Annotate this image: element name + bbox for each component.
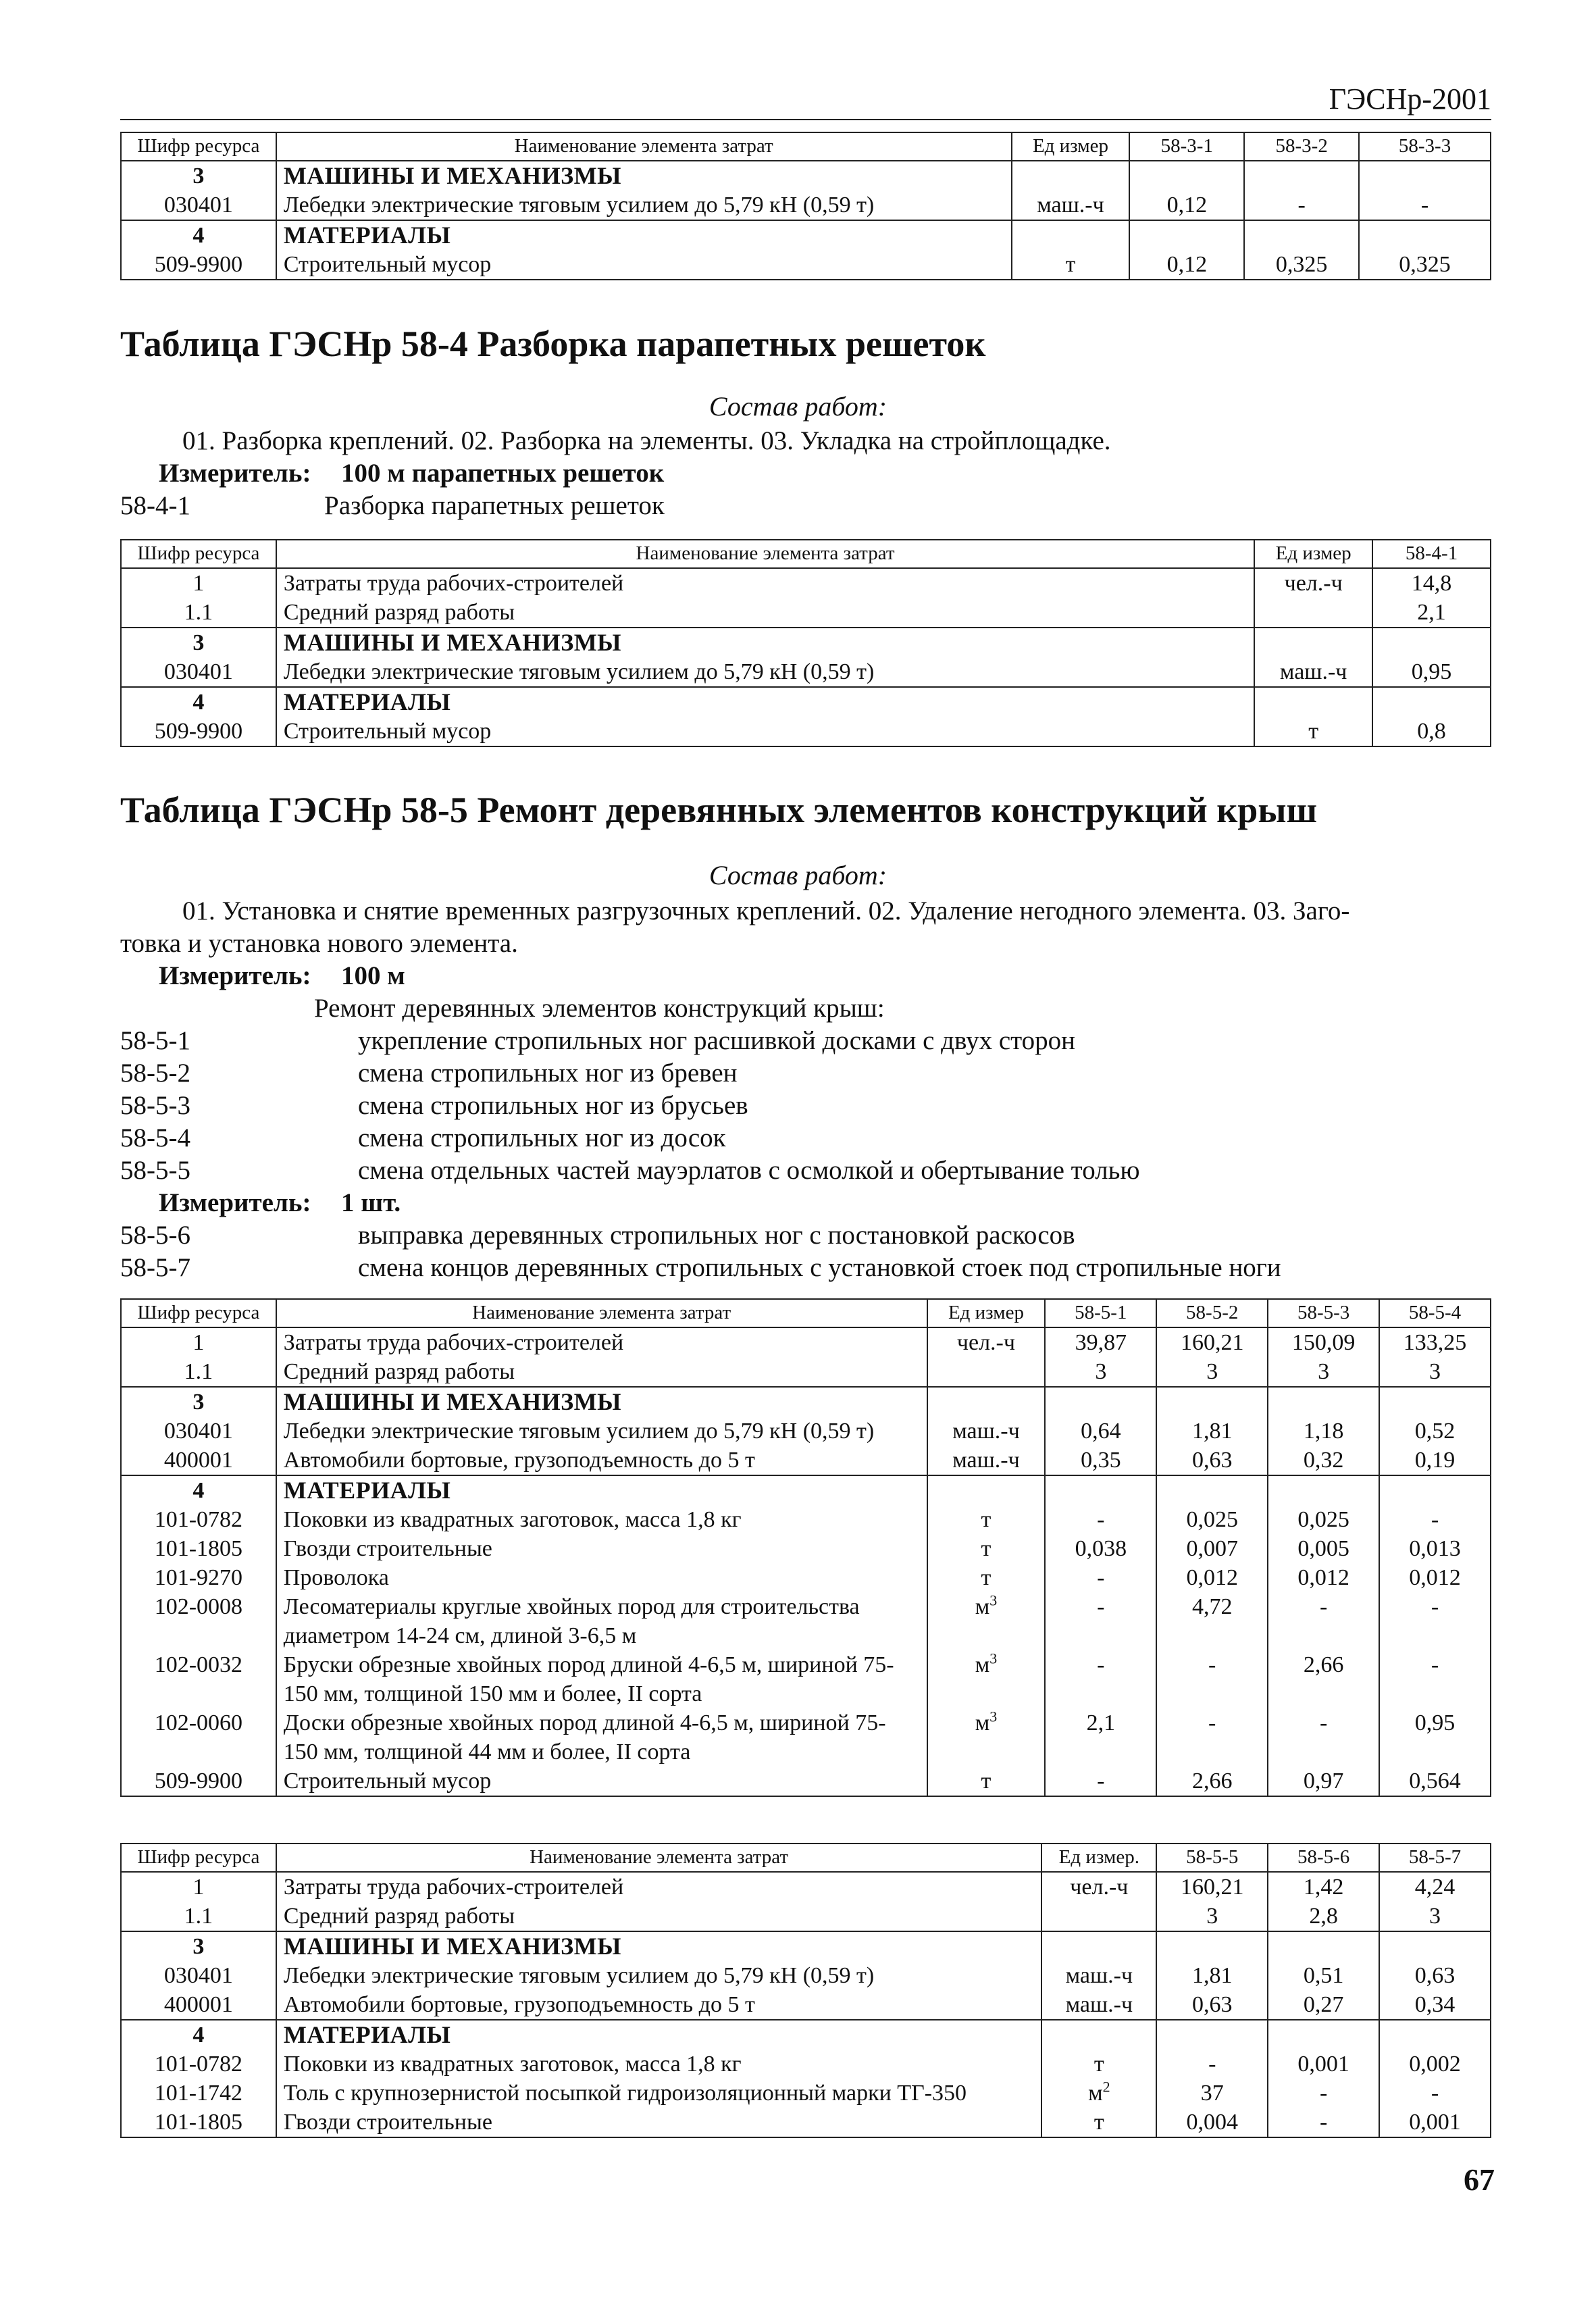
cell: 102-0008: [121, 1592, 276, 1650]
item-name: смена стропильных ног из досок: [358, 1123, 726, 1152]
cell: Затраты труда рабочих-строителей: [276, 568, 1254, 598]
cell: 0,012: [1268, 1563, 1379, 1592]
cell: -: [1045, 1505, 1156, 1534]
table-row: [121, 1475, 1491, 1505]
cell: Средний разряд работы: [276, 1357, 927, 1387]
cell: 1.1: [121, 598, 276, 628]
cell: 0,63: [1379, 1961, 1491, 1990]
table-row: [121, 2020, 1491, 2050]
cell: [1268, 1475, 1379, 1505]
table-58-5-b: [120, 1843, 1491, 2138]
cell: [1379, 1475, 1491, 1505]
cell: [1045, 1475, 1156, 1505]
table-row: [121, 1650, 1491, 1708]
cell: Строительный мусор: [276, 250, 1012, 280]
cell: [927, 1387, 1046, 1417]
cell: 1.1: [121, 1902, 276, 1931]
table-row: [121, 161, 1491, 190]
cell: 0,001: [1268, 2050, 1379, 2079]
cell: 2,66: [1156, 1766, 1268, 1796]
cell: 030401: [121, 190, 276, 220]
cell: 160,21: [1156, 1872, 1268, 1902]
cell: [1045, 1387, 1156, 1417]
cell: 2,1: [1045, 1708, 1156, 1766]
cell: 400001: [121, 1990, 276, 2020]
page-header: [120, 74, 1491, 120]
cell: 1: [121, 1327, 276, 1357]
cell: 1.1: [121, 1357, 276, 1387]
sostav-line-1: 01. Установка и снятие временных разгрузочных креплений. 02. Удаление негодного элемента. 03. Заго-: [182, 896, 1350, 925]
cell: маш.-ч: [927, 1446, 1046, 1475]
cell: Толь с крупнозернистой посыпкой гидроизоляционный марки ТГ-350: [276, 2079, 1042, 2108]
table-row: [121, 1357, 1491, 1387]
col-header: 58-5-4: [1379, 1299, 1491, 1327]
item-name: выправка деревянных стропильных ног с постановкой раскосов: [358, 1221, 1075, 1250]
cell: т: [1254, 717, 1372, 746]
cell: 14,8: [1372, 568, 1491, 598]
col-header: 58-5-6: [1268, 1844, 1379, 1872]
cell: 509-9900: [121, 717, 276, 746]
cell: 2,66: [1268, 1650, 1379, 1708]
item-code: 58-5-4: [120, 1123, 190, 1152]
cell: 0,8: [1372, 717, 1491, 746]
cell: Лебедки электрические тяговым усилием до 5,79 кН (0,59 т): [276, 190, 1012, 220]
cell: [1254, 687, 1372, 717]
table-58-3: [120, 132, 1491, 280]
col-header: Ед измер: [927, 1299, 1046, 1327]
cell: [1156, 1387, 1268, 1417]
cell: Средний разряд работы: [276, 598, 1254, 628]
item-name: смена концов деревянных стропильных с установкой стоек под стропильные ноги: [358, 1253, 1281, 1282]
cell: $м^3$: [927, 1708, 1046, 1766]
cell: 37: [1156, 2079, 1268, 2108]
cell: Гвозди строительные: [276, 2108, 1042, 2137]
col-header: Шифр ресурса: [121, 1844, 276, 1872]
cell: 0,013: [1379, 1534, 1491, 1563]
cell: 030401: [121, 657, 276, 687]
col-header: Ед измер: [1254, 540, 1372, 568]
page-number: 67: [1464, 2162, 1495, 2197]
cell: 0,012: [1379, 1563, 1491, 1592]
cell: Затраты труда рабочих-строителей: [276, 1327, 927, 1357]
table-row: [121, 1872, 1491, 1902]
cell: 509-9900: [121, 250, 276, 280]
cell: 3: [1156, 1902, 1268, 1931]
cell: 101-0782: [121, 2050, 276, 2079]
cell: 0,52: [1379, 1417, 1491, 1446]
measure-label: Измеритель:: [159, 961, 311, 990]
cell: [1359, 161, 1491, 190]
cell: 4: [121, 220, 276, 250]
col-header: Шифр ресурса: [121, 132, 276, 161]
table-row: [121, 628, 1491, 657]
cell: 3: [121, 1931, 276, 1961]
cell: 0,12: [1129, 190, 1244, 220]
cell: -: [1045, 1650, 1156, 1708]
cell: Поковки из квадратных заготовок, масса 1,8 кг: [276, 1505, 927, 1534]
cell: 030401: [121, 1961, 276, 1990]
cell: 133,25: [1379, 1327, 1491, 1357]
cell: -: [1045, 1766, 1156, 1796]
cell: 0,025: [1156, 1505, 1268, 1534]
table-58-5-a: [120, 1298, 1491, 1797]
cell: 0,002: [1379, 2050, 1491, 2079]
cell: [1041, 1931, 1156, 1961]
cell: 0,007: [1156, 1534, 1268, 1563]
cell: Гвозди строительные: [276, 1534, 927, 1563]
cell: [1129, 220, 1244, 250]
item-code: 58-5-5: [120, 1156, 190, 1185]
cell: 1,42: [1268, 1872, 1379, 1902]
cell: 0,64: [1045, 1417, 1156, 1446]
cell: т: [927, 1563, 1046, 1592]
cell: [1129, 161, 1244, 190]
cell: [1012, 161, 1130, 190]
cell: 1,18: [1268, 1417, 1379, 1446]
table-row: [121, 687, 1491, 717]
cell: 101-0782: [121, 1505, 276, 1534]
cell: [1156, 2020, 1268, 2050]
cell: чел.-ч: [1254, 568, 1372, 598]
table-row: [121, 1902, 1491, 1931]
table-row: [121, 220, 1491, 250]
col-header: 58-4-1: [1372, 540, 1491, 568]
item-code: 58-5-7: [120, 1253, 190, 1282]
item-name: укрепление стропильных ног расшивкой досками с двух сторон: [358, 1026, 1076, 1055]
group-heading: Ремонт деревянных элементов конструкций крыш:: [314, 994, 885, 1023]
table-row: [121, 1327, 1491, 1357]
cell: [1359, 220, 1491, 250]
measure-label: Измеритель:: [159, 459, 311, 488]
cell: -: [1268, 2079, 1379, 2108]
cell: маш.-ч: [1041, 1990, 1156, 2020]
cell: 0,012: [1156, 1563, 1268, 1592]
col-header: 58-5-5: [1156, 1844, 1268, 1872]
cell: 4: [121, 2020, 276, 2050]
table-row: [121, 1592, 1491, 1650]
table-row: [121, 717, 1491, 746]
table-row: [121, 1505, 1491, 1534]
cell: маш.-ч: [927, 1417, 1046, 1446]
cell: [1156, 1931, 1268, 1961]
cell: 0,95: [1372, 657, 1491, 687]
cell: 0,325: [1359, 250, 1491, 280]
table-58-4: [120, 539, 1491, 747]
col-header: 58-3-2: [1244, 132, 1359, 161]
cell: Автомобили бортовые, грузоподъемность до 5 т: [276, 1446, 927, 1475]
cell: МАШИНЫ И МЕХАНИЗМЫ: [276, 1387, 927, 1417]
cell: МАШИНЫ И МЕХАНИЗМЫ: [276, 1931, 1042, 1961]
cell: 0,025: [1268, 1505, 1379, 1534]
measure-value: 100 м парапетных решеток: [341, 459, 665, 488]
cell: [1156, 1475, 1268, 1505]
cell: -: [1244, 190, 1359, 220]
col-header: Наименование элемента затрат: [276, 1299, 927, 1327]
cell: 0,27: [1268, 1990, 1379, 2020]
col-header: Шифр ресурса: [121, 1299, 276, 1327]
cell: 0,038: [1045, 1534, 1156, 1563]
cell: Поковки из квадратных заготовок, масса 1,8 кг: [276, 2050, 1042, 2079]
cell: [1041, 2020, 1156, 2050]
cell: МАШИНЫ И МЕХАНИЗМЫ: [276, 161, 1012, 190]
cell: 101-1805: [121, 2108, 276, 2137]
col-header: Наименование элемента затрат: [276, 1844, 1042, 1872]
table-row: [121, 1563, 1491, 1592]
cell: 0,19: [1379, 1446, 1491, 1475]
cell: 0,34: [1379, 1990, 1491, 2020]
cell: [1254, 628, 1372, 657]
table-row: [121, 250, 1491, 280]
table-row: [121, 1961, 1491, 1990]
cell: Затраты труда рабочих-строителей: [276, 1872, 1042, 1902]
col-header: 58-3-1: [1129, 132, 1244, 161]
col-header: 58-5-2: [1156, 1299, 1268, 1327]
cell: $м^3$: [927, 1592, 1046, 1650]
col-header: 58-3-3: [1359, 132, 1491, 161]
col-header: Ед измер: [1012, 132, 1130, 161]
cell: -: [1045, 1592, 1156, 1650]
cell: 1: [121, 568, 276, 598]
section-title-58-4: Таблица ГЭСНр 58-4 Разборка парапетных решеток: [120, 324, 986, 364]
cell: Лебедки электрические тяговым усилием до 5,79 кН (0,59 т): [276, 1417, 927, 1446]
item-code: 58-5-3: [120, 1091, 190, 1120]
cell: Строительный мусор: [276, 1766, 927, 1796]
cell: -: [1268, 1708, 1379, 1766]
cell: 0,63: [1156, 1446, 1268, 1475]
col-header: 58-5-7: [1379, 1844, 1491, 1872]
cell: [1041, 1902, 1156, 1931]
cell: чел.-ч: [1041, 1872, 1156, 1902]
table-row: [121, 2050, 1491, 2079]
item-code: 58-4-1: [120, 491, 190, 520]
sostav-text: 01. Разборка креплений. 02. Разборка на элементы. 03. Укладка на стройплощадке.: [182, 426, 1111, 455]
table-row: [121, 2079, 1491, 2108]
cell: 4,72: [1156, 1592, 1268, 1650]
cell: МАТЕРИАЛЫ: [276, 687, 1254, 717]
cell: 0,51: [1268, 1961, 1379, 1990]
col-header: Наименование элемента затрат: [276, 132, 1012, 161]
cell: маш.-ч: [1254, 657, 1372, 687]
table-row: [121, 1708, 1491, 1766]
cell: Бруски обрезные хвойных пород длиной 4-6,5 м, шириной 75-150 мм, толщиной 150 мм и более, II сорта: [276, 1650, 927, 1708]
item-name: Разборка парапетных решеток: [324, 491, 665, 520]
cell: $м^3$: [927, 1650, 1046, 1708]
section-title-58-5: Таблица ГЭСНр 58-5 Ремонт деревянных элементов конструкций крыш: [120, 790, 1318, 830]
cell: 0,63: [1156, 1990, 1268, 2020]
cell: 2,8: [1268, 1902, 1379, 1931]
table-row: [121, 1766, 1491, 1796]
cell: маш.-ч: [1041, 1961, 1156, 1990]
cell: 1,81: [1156, 1417, 1268, 1446]
cell: 0,35: [1045, 1446, 1156, 1475]
cell: 3: [1156, 1357, 1268, 1387]
cell: 102-0060: [121, 1708, 276, 1766]
cell: МАТЕРИАЛЫ: [276, 2020, 1042, 2050]
cell: 0,97: [1268, 1766, 1379, 1796]
cell: [927, 1357, 1046, 1387]
item-name: смена стропильных ног из бревен: [358, 1059, 738, 1088]
measure-value: 100 м: [341, 961, 405, 990]
cell: 1,81: [1156, 1961, 1268, 1990]
cell: 400001: [121, 1446, 276, 1475]
cell: МАТЕРИАЛЫ: [276, 220, 1012, 250]
cell: маш.-ч: [1012, 190, 1130, 220]
cell: 3: [121, 161, 276, 190]
item-code: 58-5-1: [120, 1026, 190, 1055]
cell: [1372, 687, 1491, 717]
cell: Лебедки электрические тяговым усилием до 5,79 кН (0,59 т): [276, 1961, 1042, 1990]
cell: [1372, 628, 1491, 657]
table-row: [121, 657, 1491, 687]
cell: т: [927, 1534, 1046, 1563]
cell: 4,24: [1379, 1872, 1491, 1902]
table-row: [121, 1417, 1491, 1446]
cell: [1254, 598, 1372, 628]
cell: 39,87: [1045, 1327, 1156, 1357]
cell: [1268, 1387, 1379, 1417]
cell: 509-9900: [121, 1766, 276, 1796]
cell: -: [1379, 1650, 1491, 1708]
cell: 102-0032: [121, 1650, 276, 1708]
cell: 0,12: [1129, 250, 1244, 280]
table-row: [121, 1387, 1491, 1417]
cell: [1268, 2020, 1379, 2050]
table-row: [121, 1931, 1491, 1961]
cell: -: [1156, 1650, 1268, 1708]
cell: т: [927, 1766, 1046, 1796]
cell: 101-9270: [121, 1563, 276, 1592]
cell: [1012, 220, 1130, 250]
cell: -: [1359, 190, 1491, 220]
cell: МАТЕРИАЛЫ: [276, 1475, 927, 1505]
cell: 3: [1268, 1357, 1379, 1387]
header-code: ГЭСНр-2001: [1329, 82, 1491, 116]
item-name: смена стропильных ног из брусьев: [358, 1091, 748, 1120]
cell: МАШИНЫ И МЕХАНИЗМЫ: [276, 628, 1254, 657]
measure-label: Измеритель:: [159, 1188, 311, 1217]
cell: 2,1: [1372, 598, 1491, 628]
table-row: [121, 1990, 1491, 2020]
cell: -: [1379, 1505, 1491, 1534]
cell: -: [1156, 1708, 1268, 1766]
cell: 0,004: [1156, 2108, 1268, 2137]
table-row: [121, 568, 1491, 598]
cell: 160,21: [1156, 1327, 1268, 1357]
cell: -: [1379, 2079, 1491, 2108]
cell: т: [927, 1505, 1046, 1534]
cell: 0,95: [1379, 1708, 1491, 1766]
cell: 101-1805: [121, 1534, 276, 1563]
cell: 3: [121, 628, 276, 657]
cell: [927, 1475, 1046, 1505]
cell: 3: [1045, 1357, 1156, 1387]
cell: чел.-ч: [927, 1327, 1046, 1357]
cell: т: [1041, 2050, 1156, 2079]
col-header: Шифр ресурса: [121, 540, 276, 568]
cell: 101-1742: [121, 2079, 276, 2108]
cell: [1379, 2020, 1491, 2050]
item-code: 58-5-6: [120, 1221, 190, 1250]
table-row: [121, 190, 1491, 220]
cell: 3: [121, 1387, 276, 1417]
cell: Доски обрезные хвойных пород длиной 4-6,5 м, шириной 75-150 мм, толщиной 44 мм и более, II сорта: [276, 1708, 927, 1766]
cell: -: [1156, 2050, 1268, 2079]
cell: т: [1012, 250, 1130, 280]
table-row: [121, 1446, 1491, 1475]
item-code: 58-5-2: [120, 1059, 190, 1088]
col-header: Наименование элемента затрат: [276, 540, 1254, 568]
sostav-line-2: товка и установка нового элемента.: [120, 929, 518, 958]
sostav-label: Состав работ:: [709, 391, 887, 422]
measure-value: 1 шт.: [341, 1188, 401, 1217]
cell: 0,32: [1268, 1446, 1379, 1475]
cell: 1: [121, 1872, 276, 1902]
table-row: [121, 2108, 1491, 2137]
cell: Лебедки электрические тяговым усилием до 5,79 кН (0,59 т): [276, 657, 1254, 687]
cell: [1379, 1387, 1491, 1417]
table-row: [121, 598, 1491, 628]
table-row: [121, 1534, 1491, 1563]
cell: -: [1045, 1563, 1156, 1592]
col-header: 58-5-3: [1268, 1299, 1379, 1327]
cell: 030401: [121, 1417, 276, 1446]
cell: Средний разряд работы: [276, 1902, 1042, 1931]
cell: -: [1268, 1592, 1379, 1650]
cell: Автомобили бортовые, грузоподъемность до 5 т: [276, 1990, 1042, 2020]
cell: 4: [121, 1475, 276, 1505]
cell: [1244, 220, 1359, 250]
cell: [1268, 1931, 1379, 1961]
sostav-label: Состав работ:: [709, 860, 887, 890]
cell: [1244, 161, 1359, 190]
cell: 0,001: [1379, 2108, 1491, 2137]
cell: 0,564: [1379, 1766, 1491, 1796]
cell: [1379, 1931, 1491, 1961]
cell: Строительный мусор: [276, 717, 1254, 746]
col-header: Ед измер.: [1041, 1844, 1156, 1872]
cell: -: [1379, 1592, 1491, 1650]
cell: $м^2$: [1041, 2079, 1156, 2108]
cell: 3: [1379, 1357, 1491, 1387]
cell: -: [1268, 2108, 1379, 2137]
cell: 4: [121, 687, 276, 717]
cell: 150,09: [1268, 1327, 1379, 1357]
cell: 3: [1379, 1902, 1491, 1931]
cell: 0,005: [1268, 1534, 1379, 1563]
col-header: 58-5-1: [1045, 1299, 1156, 1327]
item-name: смена отдельных частей мауэрлатов с осмолкой и обертывание толью: [358, 1156, 1140, 1185]
cell: Лесоматериалы круглые хвойных пород для строительства диаметром 14-24 см, длиной 3-6,5 м: [276, 1592, 927, 1650]
cell: т: [1041, 2108, 1156, 2137]
cell: 0,325: [1244, 250, 1359, 280]
cell: Проволока: [276, 1563, 927, 1592]
